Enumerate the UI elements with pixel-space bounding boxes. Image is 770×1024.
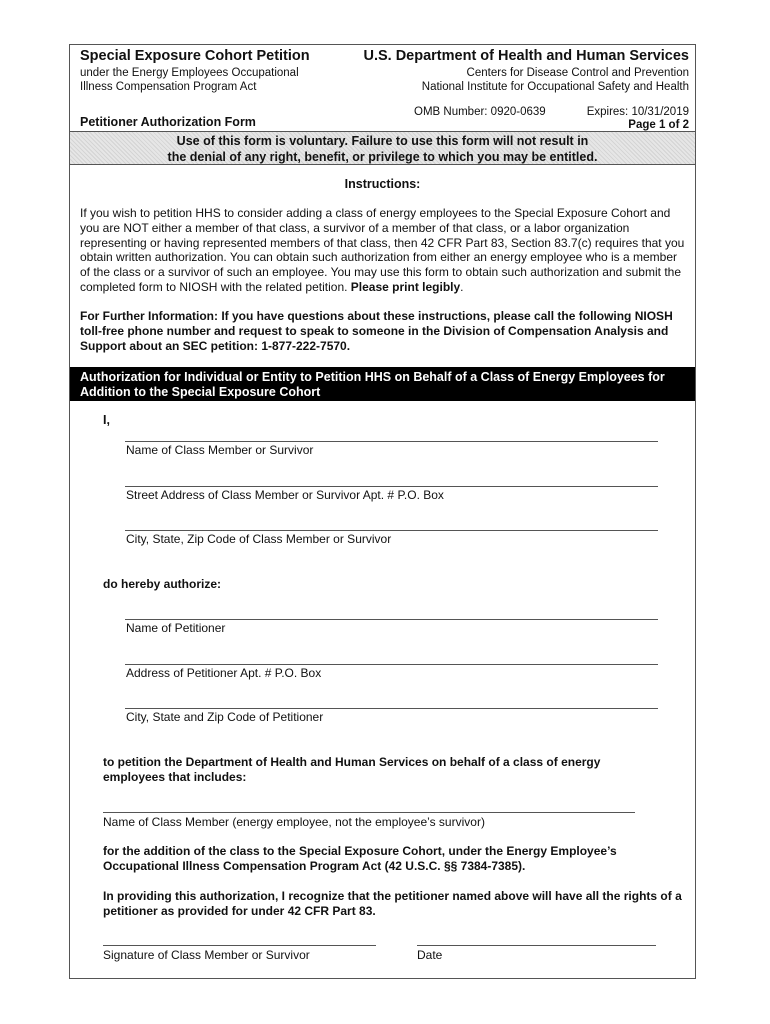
- class-member-city-label: City, State, Zip Code of Class Member or Survivor: [126, 532, 392, 546]
- petitioner-name-label: Name of Petitioner: [126, 621, 226, 635]
- form-name: Petitioner Authorization Form: [80, 115, 256, 129]
- voluntary-notice-line-2: the denial of any right, benefit, or privilege to which you may be entitled.: [167, 150, 598, 164]
- form-program-subtitle: [80, 66, 299, 94]
- do-hereby-authorize: do hereby authorize:: [103, 577, 222, 591]
- date-label: Date: [417, 948, 443, 962]
- authorization-section-heading: Authorization for Individual or Entity to Petition HHS on Behalf of a Class of Energy Employees for Addition to the Special Exposure Cohort: [70, 367, 695, 401]
- signature-line[interactable]: [103, 945, 376, 946]
- page-number: Page 1 of 2: [628, 119, 689, 131]
- form-program-title: Special Exposure Cohort Petition: [80, 48, 310, 64]
- signature-label: Signature of Class Member or Survivor: [103, 948, 310, 962]
- petitioner-name-line[interactable]: [125, 619, 658, 620]
- energy-employee-name-label: Name of Class Member (energy employee, not the employee’s survivor): [103, 815, 485, 829]
- class-member-city-line[interactable]: [125, 530, 658, 531]
- print-legibly-text: Please print legibly: [350, 279, 461, 294]
- energy-employee-name-line[interactable]: [103, 812, 635, 813]
- agency-subtitle-line-1: Centers for Disease Control and Prevention: [466, 67, 689, 79]
- petition-form: [69, 44, 696, 979]
- agency-subtitle: [422, 66, 689, 94]
- agency-subtitle-line-2: National Institute for Occupational Safety and Health: [421, 81, 689, 93]
- i-label: I,: [103, 413, 110, 427]
- addition-statement: for the addition of the class to the Special Exposure Cohort, under the Energy Employee’s Occupational Illness Compensation Program Act (42 U.S.C. §§ 7384-7385).: [103, 844, 617, 873]
- recognition-statement: In providing this authorization, I recognize that the petitioner named above will have all the rights of a petitioner as provided for under 42 CFR Part 83.: [103, 889, 682, 918]
- class-member-street-line[interactable]: [125, 486, 658, 487]
- further-information-paragraph: For Further Information: If you have questions about these instructions, please call the following NIOSH toll-free phone number and request to speak to someone in the Division of Compensation Analysis and Support about an SEC petition: 1-877-222-7570.: [80, 309, 673, 353]
- petitioner-address-label: Address of Petitioner Apt. # P.O. Box: [126, 666, 322, 680]
- class-member-name-label: Name of Class Member or Survivor: [126, 443, 314, 457]
- petitioner-address-line[interactable]: [125, 664, 658, 665]
- to-petition-statement: to petition the Department of Health and Human Services on behalf of a class of energy employees that includes:: [103, 755, 601, 784]
- petitioner-city-line[interactable]: [125, 708, 658, 709]
- instructions-paragraph: [80, 206, 688, 295]
- program-subtitle-line-1: under the Energy Employees Occupational: [80, 67, 299, 79]
- expiration-date: Expires: 10/31/2019: [586, 106, 689, 118]
- instructions-heading: Instructions:: [344, 177, 421, 191]
- program-subtitle-line-2: Illness Compensation Program Act: [80, 81, 257, 93]
- class-member-name-line[interactable]: [125, 441, 658, 442]
- agency-title: U.S. Department of Health and Human Services: [363, 48, 689, 64]
- omb-number: OMB Number: 0920-0639: [414, 106, 546, 118]
- voluntary-notice: [70, 131, 695, 165]
- date-line[interactable]: [417, 945, 656, 946]
- instructions-text: If you wish to petition HHS to consider adding a class of energy employees to the Special Exposure Cohort and you are NOT either a member of that class, a survivor of a member of that class, or a labor organization representing or having represented members of that class, then 42 CFR Part 83, Section 83.7(c) requires that you obtain written authorization. You can obtain such authorization from either an energy employee who is a member of the class or a survivor of such an employee. You may use this form to obtain such authorization and submit the completed form to NIOSH with the related petition.: [80, 206, 685, 294]
- instructions-period: .: [460, 279, 464, 294]
- petitioner-city-label: City, State and Zip Code of Petitioner: [126, 710, 324, 724]
- voluntary-notice-line-1: Use of this form is voluntary. Failure to use this form will not result in: [176, 134, 589, 148]
- class-member-street-label: Street Address of Class Member or Survivor Apt. # P.O. Box: [126, 488, 444, 502]
